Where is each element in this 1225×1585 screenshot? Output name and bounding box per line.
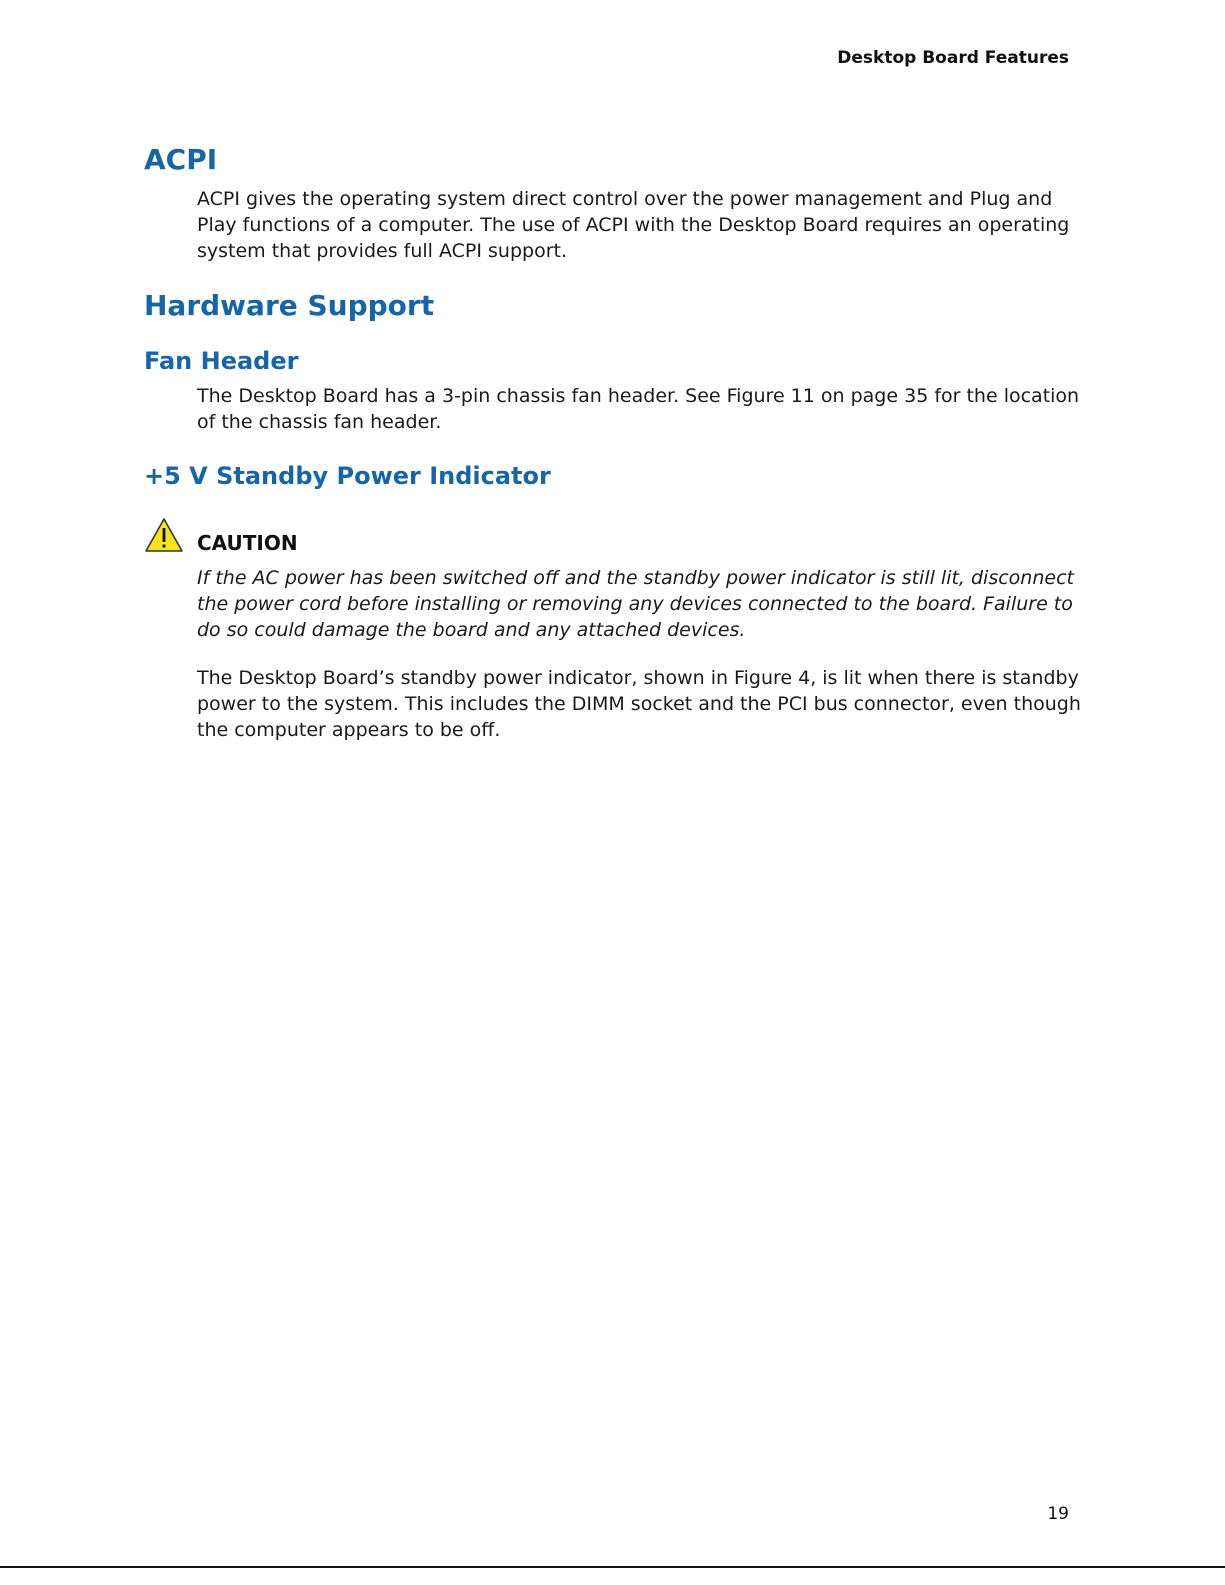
caution-label: CAUTION bbox=[197, 531, 298, 555]
page-content bbox=[144, 140, 1084, 743]
footer-rule bbox=[0, 1566, 1225, 1568]
section-title-acpi: ACPI bbox=[144, 143, 218, 176]
section-title-hardware-support: Hardware Support bbox=[144, 289, 435, 322]
fan-header-paragraph: The Desktop Board has a 3-pin chassis fan header. See Figure 11 on page 35 for the location of the chassis fan header. bbox=[197, 385, 1080, 433]
caution-block bbox=[144, 521, 1084, 555]
subsection-title-standby-indicator: +5 V Standby Power Indicator bbox=[144, 462, 551, 490]
page-number: 19 bbox=[1047, 1504, 1069, 1524]
warning-triangle-icon bbox=[144, 517, 184, 553]
running-header: Desktop Board Features bbox=[837, 48, 1069, 68]
subsection-title-fan-header: Fan Header bbox=[144, 347, 299, 375]
caution-text: If the AC power has been switched off and the standby power indicator is still lit, disconnect the power cord before installing or removing any devices connected to the board. Failure to do so could damage the board and any attached devices. bbox=[197, 567, 1074, 641]
acpi-paragraph: ACPI gives the operating system direct control over the power management and Plug and Play functions of a computer. The use of ACPI with the Desktop Board requires an operating system that provides full ACPI support. bbox=[197, 188, 1070, 262]
standby-indicator-paragraph: The Desktop Board’s standby power indicator, shown in Figure 4, is lit when there is standby power to the system. This includes the DIMM socket and the PCI bus connector, even though the computer appears to be off. bbox=[197, 667, 1081, 741]
